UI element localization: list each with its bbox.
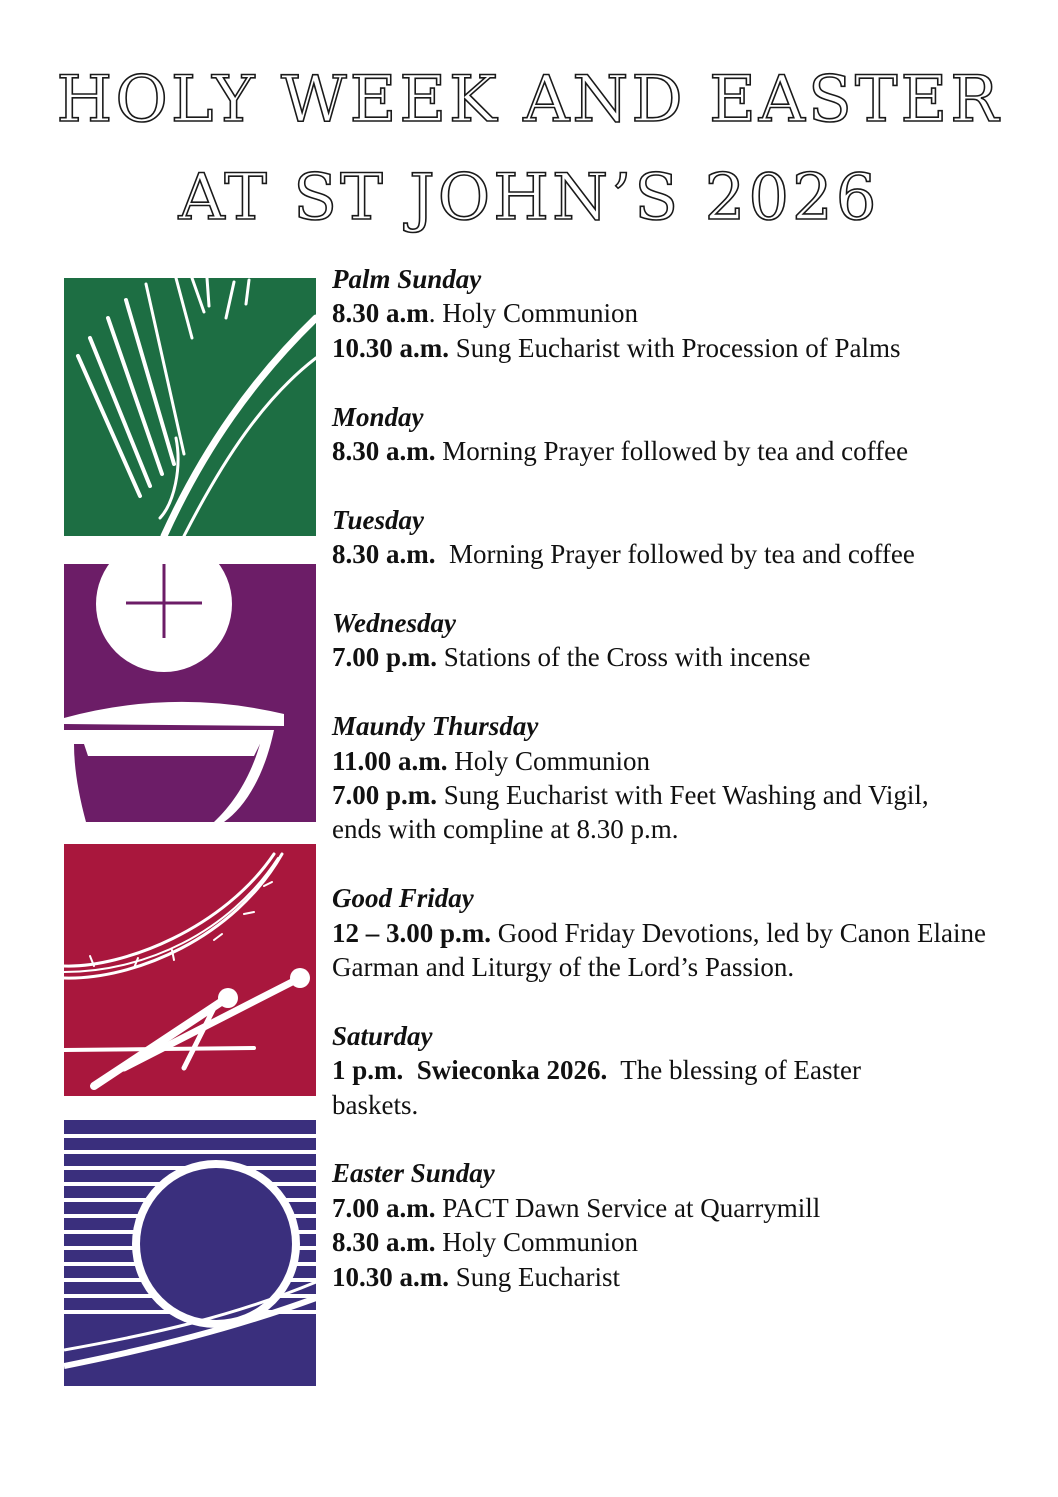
- day-heading: Maundy Thursday: [332, 711, 539, 742]
- crown-of-thorns-and-nails-icon: [64, 844, 316, 1096]
- service-time: 8.30 a.m.: [332, 436, 436, 467]
- day-heading: Wednesday: [332, 608, 456, 639]
- service-description: The blessing of Easter baskets.: [332, 1055, 868, 1120]
- service-description: Sung Eucharist with Procession of Palms: [449, 332, 901, 363]
- service-entry: [332, 1053, 1012, 1122]
- service-time: 7.00 p.m.: [332, 642, 438, 673]
- day-heading: Tuesday: [332, 504, 424, 535]
- service-time: 10.30 a.m.: [332, 1261, 449, 1292]
- service-time: 8.30 a.m.: [332, 1227, 436, 1258]
- service-description: Morning Prayer followed by tea and coffee: [435, 539, 915, 570]
- service-entry: [332, 1260, 1012, 1294]
- service-entry: [332, 1191, 1012, 1225]
- service-time: 7.00 a.m.: [332, 1192, 436, 1223]
- service-entry: [332, 434, 1012, 468]
- day-saturday: [332, 1019, 1012, 1122]
- service-entry: [332, 916, 1012, 985]
- empty-tomb-stone-icon: [64, 1120, 316, 1386]
- service-time: 1 p.m. Swieconka 2026.: [332, 1055, 608, 1086]
- service-description: Morning Prayer followed by tea and coffee: [435, 436, 909, 467]
- service-entry: [332, 744, 1012, 778]
- service-description: Sung Eucharist with Feet Washing and Vigil, ends with compline at 8.30 p.m.: [332, 780, 929, 845]
- service-description: Holy Communion: [447, 745, 651, 776]
- service-schedule: [332, 262, 1012, 1294]
- day-heading: Saturday: [332, 1020, 433, 1051]
- day-maundy-thursday: [332, 709, 1012, 847]
- day-heading: Palm Sunday: [332, 264, 482, 294]
- day-easter-sunday: [332, 1156, 1012, 1294]
- day-good-friday: [332, 881, 1012, 984]
- service-description: Stations of the Cross with incense: [437, 642, 811, 673]
- day-heading: Easter Sunday: [332, 1158, 495, 1189]
- holy-week-banner: [64, 278, 316, 1386]
- service-time: 12 – 3.00 p.m.: [332, 917, 492, 948]
- day-heading: Monday: [332, 401, 424, 432]
- service-description: Good Friday Devotions, led by Canon Elaine Garman and Liturgy of the Lord’s Passion.: [332, 917, 986, 983]
- service-description: Sung Eucharist: [449, 1261, 620, 1292]
- service-description: PACT Dawn Service at Quarrymill: [435, 1192, 821, 1223]
- service-description: . Holy Communion: [428, 298, 639, 329]
- day-tuesday: [332, 503, 1012, 572]
- host-and-chalice-icon: [64, 536, 316, 822]
- day-heading: Good Friday: [332, 883, 474, 914]
- service-entry: [332, 331, 1012, 365]
- service-time: 11.00 a.m.: [332, 745, 448, 776]
- service-time: 10.30 a.m.: [332, 332, 449, 363]
- service-entry: [332, 640, 1012, 674]
- page-title-line-1: HOLY WEEK AND EASTER: [56, 63, 1002, 137]
- day-wednesday: [332, 606, 1012, 675]
- service-entry: [332, 537, 1012, 571]
- palm-branches-icon: [64, 278, 316, 536]
- service-time: 8.30 a.m: [332, 298, 429, 329]
- service-entry: [332, 296, 1012, 330]
- service-entry: [332, 1225, 1012, 1259]
- service-time: 7.00 p.m.: [332, 780, 438, 811]
- service-time: 8.30 a.m.: [332, 539, 436, 570]
- page-title-line-2: AT ST JOHN’S 2026: [178, 161, 880, 235]
- service-description: Holy Communion: [435, 1227, 639, 1258]
- day-palm-sunday: [332, 262, 1012, 365]
- day-monday: [332, 400, 1012, 469]
- service-entry: [332, 778, 1012, 847]
